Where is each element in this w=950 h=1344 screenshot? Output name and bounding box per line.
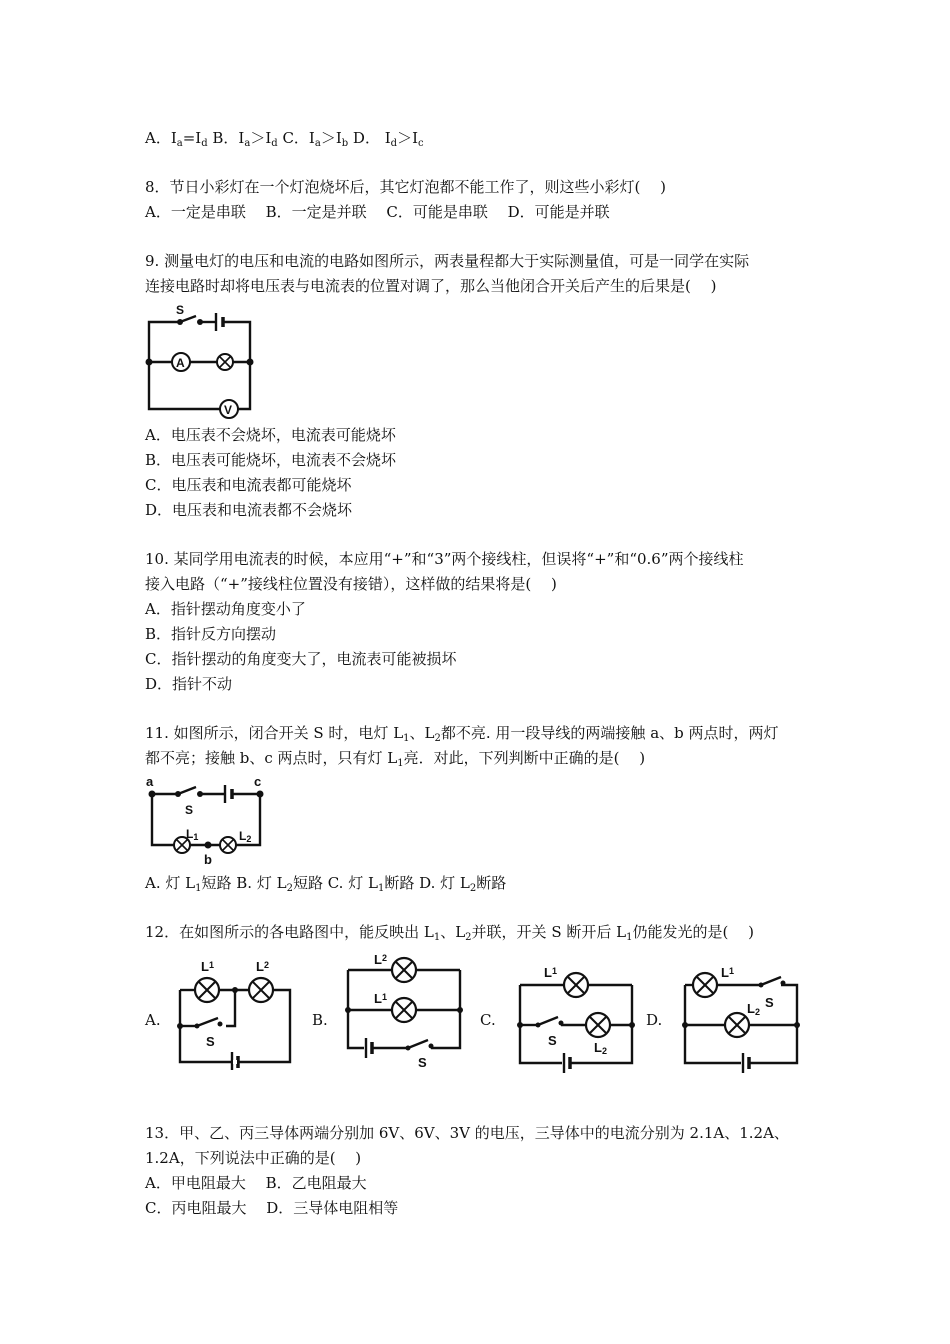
q9-switch-label: S — [176, 303, 185, 317]
q10-stem-line2: 接入电路（“+”接线柱位置没有接错），这样做的结果将是( ) — [145, 575, 557, 593]
q12-option-d-label: D. — [646, 1011, 663, 1029]
q11-l2-label: L2 — [239, 829, 252, 844]
q10-option-b: B．指针反方向摆动 — [145, 625, 277, 643]
svg-text:L2: $L^2$ — [374, 952, 387, 967]
q11-switch-label: S — [185, 803, 194, 817]
q9-stem-line1: 9. 测量电灯的电压和电流的电路如图所示，两表量程都大于实际测量值，可是一同学在实际 — [145, 252, 750, 270]
q9-option-d: D．电压表和电流表都不会烧坏 — [145, 501, 353, 519]
svg-text:L1: $L^1$ — [374, 991, 387, 1006]
q12-circuit-d — [675, 955, 805, 1073]
q12d-switch-label: S — [765, 995, 774, 1010]
q12-stem: 12．在如图所示的各电路图中，能反映出 $L_1$、$L_2$并联，开关 S 断开后 $L_1$仍能发光的是( ) — [145, 923, 754, 943]
q11-circuit-diagram — [140, 772, 275, 870]
q12-circuit-c — [508, 955, 638, 1073]
q12-option-c-label: C. — [480, 1011, 496, 1029]
q12-option-a-label: A. — [145, 1011, 161, 1029]
q11-l1-label: L1 — [186, 827, 199, 842]
q9-option-a: A．电压表不会烧坏，电流表可能烧坏 — [145, 426, 396, 444]
svg-text:L2: L2 — [594, 1040, 607, 1056]
svg-text:L1: $L^1$ — [721, 965, 734, 980]
q11-stem-line1: 11. 如图所示，闭合开关 S 时，电灯 $L_1$、$L_2$都不亮. 用一段导线的两端接触 a、b 两点时，两灯 — [145, 724, 779, 744]
q11-point-b — [205, 842, 212, 849]
q12a-switch-label: S — [206, 1034, 215, 1049]
q12-circuit-a — [170, 952, 300, 1070]
q10-stem-line1: 10. 某同学用电流表的时候，本应用“+”和“3”两个接线柱，但误将“+”和“0.6”两个接线柱 — [145, 550, 744, 568]
q10-option-a: A．指针摆动角度变小了 — [145, 600, 306, 618]
q13-options-line2: C．丙电阻最大 D．三导体电阻相等 — [145, 1199, 399, 1217]
q12c-switch — [538, 1017, 558, 1025]
q10-option-c: C．指针摆动的角度变大了，电流表可能被损坏 — [145, 650, 457, 668]
q9-stem-line2: 连接电路时却将电压表与电流表的位置对调了，那么当他闭合开关后产生的后果是( ) — [145, 277, 717, 295]
q13-stem-line2: 1.2A，下列说法中正确的是( ) — [145, 1149, 362, 1167]
q9-wire-bottom-right — [238, 362, 250, 409]
q9-option-b: B．电压表可能烧坏，电流表不会烧坏 — [145, 451, 397, 469]
q11-point-b-label: b — [204, 852, 212, 867]
q8-options: A．一定是串联 B．一定是并联 C．可能是串联 D．可能是并联 — [145, 203, 610, 221]
svg-text:L2: L2 — [747, 1001, 760, 1017]
q11-point-a-label: a — [146, 774, 154, 789]
q12a-switch — [197, 1018, 218, 1026]
q9-switch-pivot — [177, 319, 183, 325]
svg-text:L1: $L^1$ — [544, 965, 557, 980]
q8-stem: 8．节日小彩灯在一个灯泡烧坏后，其它灯泡都不能工作了，则这些小彩灯( ) — [145, 178, 667, 196]
q9-voltmeter-label: V — [224, 403, 233, 417]
svg-text:L1: $L^1$ — [201, 959, 214, 974]
q12b-switch — [408, 1040, 428, 1048]
q10-option-d: D．指针不动 — [145, 675, 233, 693]
q11-options: A. 灯 $L_1$短路 B. 灯 $L_2$短路 C. 灯 $L_1$断路 D. 灯 $L_2$断路 — [145, 874, 507, 894]
q12b-switch-label: S — [418, 1055, 427, 1070]
q9-ammeter-label: A — [176, 356, 185, 370]
q11-switch-blade — [178, 787, 196, 794]
svg-text:L2: $L^2$ — [256, 959, 269, 974]
q9-circuit-diagram — [140, 300, 270, 420]
q13-stem-line1: 13．甲、乙、丙三导体两端分别加 6V、6V、3V 的电压，三导体中的电流分别为 2.1A、1.2A、 — [145, 1124, 789, 1142]
q12-circuit-b — [336, 948, 466, 1068]
q7-options: A．$I_a=I_d$ B．$I_a>I_d$ C．$I_a>I_b$ D． $I_d>I_c$ — [145, 129, 424, 149]
q13-options-line1: A．甲电阻最大 B．乙电阻最大 — [145, 1174, 367, 1192]
q12-option-b-label: B. — [312, 1011, 328, 1029]
q12d-switch — [761, 977, 781, 985]
q9-option-c: C．电压表和电流表都可能烧坏 — [145, 476, 352, 494]
q11-point-c-label: c — [254, 774, 262, 789]
q11-stem-line2: 都不亮；接触 b、c 两点时，只有灯 $L_1$亮．对此，下列判断中正确的是( ) — [145, 749, 646, 769]
q12c-switch-label: S — [548, 1033, 557, 1048]
